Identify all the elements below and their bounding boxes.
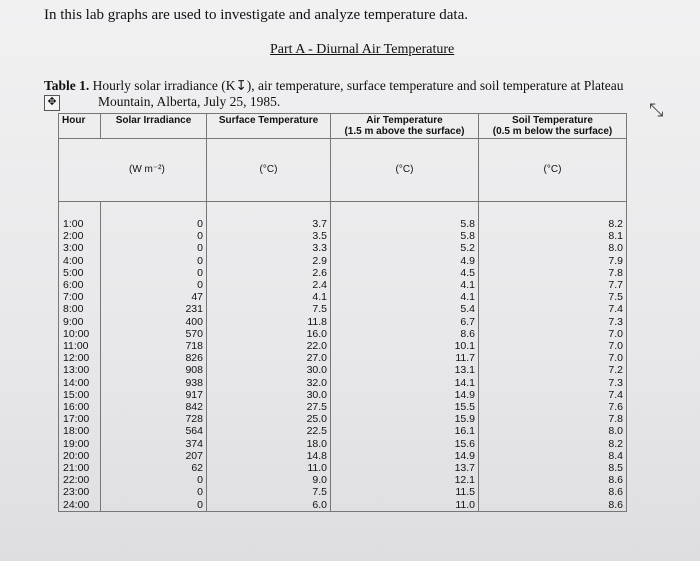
surface-cell: 14.8: [207, 450, 331, 462]
surface-cell: 18.0: [207, 438, 331, 450]
caption-label: Table 1.: [44, 78, 90, 93]
hour-cell: 21:00: [59, 462, 101, 474]
air-cell: 14.9: [331, 389, 479, 401]
surface-cell: 27.0: [207, 352, 331, 364]
units-soil: (°C): [479, 139, 627, 202]
hour-cell: 3:00: [59, 242, 101, 254]
air-cell: 8.6: [331, 328, 479, 340]
air-cell: 15.9: [331, 413, 479, 425]
solar-cell: 728: [101, 413, 207, 425]
hour-cell: 22:00: [59, 474, 101, 486]
table-caption: [44, 78, 623, 110]
soil-cell: 7.0: [479, 328, 627, 340]
solar-cell: 718: [101, 340, 207, 352]
solar-cell: 917: [101, 389, 207, 401]
table-row: [59, 218, 627, 230]
solar-cell: 0: [101, 242, 207, 254]
surface-cell: 3.3: [207, 242, 331, 254]
soil-cell: 8.4: [479, 450, 627, 462]
air-cell: 11.5: [331, 486, 479, 498]
table-row: [59, 438, 627, 450]
header-solar: Solar Irradiance: [101, 114, 207, 139]
table-resize-handle-icon[interactable]: ⤡: [649, 100, 664, 120]
units-solar: (W m⁻²): [59, 139, 207, 202]
solar-cell: 0: [101, 474, 207, 486]
solar-cell: 0: [101, 499, 207, 512]
air-cell: 5.8: [331, 230, 479, 242]
solar-cell: 0: [101, 255, 207, 267]
air-cell: 12.1: [331, 474, 479, 486]
air-cell: 4.1: [331, 279, 479, 291]
surface-cell: 22.0: [207, 340, 331, 352]
air-cell: 5.8: [331, 218, 479, 230]
soil-cell: 7.4: [479, 303, 627, 315]
table-row: [59, 377, 627, 389]
air-cell: 15.6: [331, 438, 479, 450]
air-cell: 11.7: [331, 352, 479, 364]
table-row: [59, 364, 627, 376]
surface-cell: 11.8: [207, 316, 331, 328]
soil-cell: 7.3: [479, 316, 627, 328]
hour-cell: 15:00: [59, 389, 101, 401]
table-row: [59, 328, 627, 340]
hour-cell: 17:00: [59, 413, 101, 425]
table-row: [59, 499, 627, 512]
table-row: [59, 462, 627, 474]
surface-cell: 4.1: [207, 291, 331, 303]
soil-cell: 8.0: [479, 425, 627, 437]
air-cell: 13.7: [331, 462, 479, 474]
data-table: [58, 113, 627, 512]
soil-cell: 7.7: [479, 279, 627, 291]
soil-cell: 7.8: [479, 267, 627, 279]
hour-cell: 18:00: [59, 425, 101, 437]
table-row: [59, 389, 627, 401]
units-row: [59, 139, 627, 202]
caption-line2: Mountain, Alberta, July 25, 1985.: [98, 94, 281, 109]
part-title: Part A - Diurnal Air Temperature: [270, 42, 455, 57]
surface-cell: 2.4: [207, 279, 331, 291]
air-cell: 14.9: [331, 450, 479, 462]
surface-cell: 3.5: [207, 230, 331, 242]
solar-cell: 400: [101, 316, 207, 328]
hour-cell: 19:00: [59, 438, 101, 450]
soil-cell: 8.5: [479, 462, 627, 474]
soil-cell: 7.8: [479, 413, 627, 425]
hour-cell: 2:00: [59, 230, 101, 242]
air-cell: 13.1: [331, 364, 479, 376]
solar-cell: 842: [101, 401, 207, 413]
surface-cell: 7.5: [207, 486, 331, 498]
surface-cell: 2.6: [207, 267, 331, 279]
intro-text: In this lab graphs are used to investigate and analyze temperature data.: [44, 7, 468, 23]
soil-cell: 7.9: [479, 255, 627, 267]
soil-cell: 7.0: [479, 352, 627, 364]
surface-cell: 2.9: [207, 255, 331, 267]
hour-cell: 11:00: [59, 340, 101, 352]
table-row: [59, 230, 627, 242]
hour-cell: 12:00: [59, 352, 101, 364]
surface-cell: 22.5: [207, 425, 331, 437]
table-row: [59, 486, 627, 498]
surface-cell: 27.5: [207, 401, 331, 413]
air-cell: 10.1: [331, 340, 479, 352]
solar-cell: 826: [101, 352, 207, 364]
table-row: [59, 316, 627, 328]
solar-cell: 47: [101, 291, 207, 303]
air-cell: 4.9: [331, 255, 479, 267]
surface-cell: 3.7: [207, 218, 331, 230]
surface-cell: 11.0: [207, 462, 331, 474]
soil-cell: 7.2: [479, 364, 627, 376]
air-cell: 15.5: [331, 401, 479, 413]
header-air: Air Temperature (1.5 m above the surface): [331, 114, 479, 139]
soil-cell: 7.3: [479, 377, 627, 389]
hour-cell: 5:00: [59, 267, 101, 279]
soil-cell: 8.1: [479, 230, 627, 242]
soil-cell: 7.6: [479, 401, 627, 413]
hour-cell: 8:00: [59, 303, 101, 315]
solar-cell: 0: [101, 486, 207, 498]
table-row: [59, 352, 627, 364]
header-row: [59, 114, 627, 139]
caption-line1: Hourly solar irradiance (K↧), air temperature, surface temperature and soil temperature at Plateau: [92, 78, 624, 93]
units-surface: (°C): [207, 139, 331, 202]
table-row: [59, 401, 627, 413]
solar-cell: 62: [101, 462, 207, 474]
hour-cell: 4:00: [59, 255, 101, 267]
air-cell: 6.7: [331, 316, 479, 328]
header-hour: Hour: [59, 114, 101, 139]
surface-cell: 30.0: [207, 364, 331, 376]
table-row: [59, 340, 627, 352]
air-cell: 4.1: [331, 291, 479, 303]
table-row: [59, 413, 627, 425]
hour-cell: 20:00: [59, 450, 101, 462]
solar-cell: 938: [101, 377, 207, 389]
air-cell: 11.0: [331, 499, 479, 512]
solar-cell: 570: [101, 328, 207, 340]
table-row: [59, 450, 627, 462]
hour-cell: 10:00: [59, 328, 101, 340]
solar-cell: 908: [101, 364, 207, 376]
table-row: [59, 425, 627, 437]
soil-cell: 8.6: [479, 474, 627, 486]
air-cell: 14.1: [331, 377, 479, 389]
hour-cell: 7:00: [59, 291, 101, 303]
air-cell: 16.1: [331, 425, 479, 437]
soil-cell: 8.2: [479, 438, 627, 450]
spacer-row: [59, 202, 627, 219]
surface-cell: 7.5: [207, 303, 331, 315]
header-soil: Soil Temperature (0.5 m below the surface): [479, 114, 627, 139]
solar-cell: 0: [101, 267, 207, 279]
air-cell: 5.2: [331, 242, 479, 254]
hour-cell: 14:00: [59, 377, 101, 389]
table-row: [59, 255, 627, 267]
soil-cell: 7.4: [479, 389, 627, 401]
table-row: [59, 474, 627, 486]
hour-cell: 16:00: [59, 401, 101, 413]
hour-cell: 6:00: [59, 279, 101, 291]
solar-cell: 374: [101, 438, 207, 450]
table-row: [59, 303, 627, 315]
solar-cell: 564: [101, 425, 207, 437]
table-row: [59, 267, 627, 279]
surface-cell: 16.0: [207, 328, 331, 340]
surface-cell: 30.0: [207, 389, 331, 401]
soil-cell: 8.2: [479, 218, 627, 230]
surface-cell: 9.0: [207, 474, 331, 486]
soil-cell: 7.5: [479, 291, 627, 303]
soil-cell: 8.6: [479, 486, 627, 498]
surface-cell: 32.0: [207, 377, 331, 389]
table-move-handle-icon[interactable]: ✥: [44, 95, 60, 111]
table-row: [59, 279, 627, 291]
hour-cell: 13:00: [59, 364, 101, 376]
surface-cell: 6.0: [207, 499, 331, 512]
solar-cell: 0: [101, 279, 207, 291]
solar-cell: 0: [101, 218, 207, 230]
soil-cell: 8.6: [479, 499, 627, 512]
hour-cell: 24:00: [59, 499, 101, 512]
air-cell: 4.5: [331, 267, 479, 279]
hour-cell: 9:00: [59, 316, 101, 328]
surface-cell: 25.0: [207, 413, 331, 425]
table-row: [59, 242, 627, 254]
table-row: [59, 291, 627, 303]
hour-cell: 1:00: [59, 218, 101, 230]
air-cell: 5.4: [331, 303, 479, 315]
solar-cell: 0: [101, 230, 207, 242]
soil-cell: 7.0: [479, 340, 627, 352]
hour-cell: 23:00: [59, 486, 101, 498]
solar-cell: 231: [101, 303, 207, 315]
solar-cell: 207: [101, 450, 207, 462]
units-air: (°C): [331, 139, 479, 202]
header-surface: Surface Temperature: [207, 114, 331, 139]
soil-cell: 8.0: [479, 242, 627, 254]
